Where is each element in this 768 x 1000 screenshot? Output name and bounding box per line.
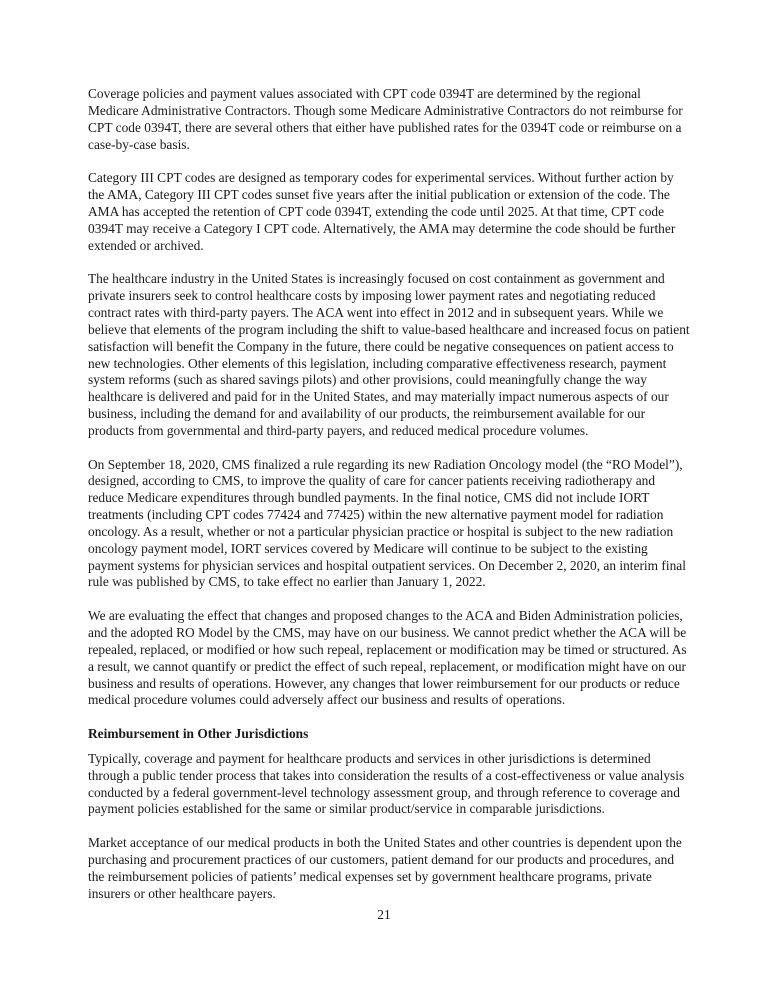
paragraph-aca-evaluation: We are evaluating the effect that changes and proposed changes to the ACA and Biden Administration policies, and the adopted RO Model by the CMS, may have on our business. We cannot predict whether the ACA will be repealed, replaced, or modified or how such repeal, replacement or modification may be timed or structured. As a result, we cannot quantify or predict the effect of such repeal, replacement, or modification might have on our business and results of operations. However, any changes that lower reimbursement for our products or reduce medical procedure volumes could adversely affect our business and results of operations. (88, 608, 687, 708)
paragraph-cpt-coverage: Coverage policies and payment values associated with CPT code 0394T are determined by the regional Medicare Administrative Contractors. Though some Medicare Administrative Contractors do not reimburse for CPT code 0394T, there are several others that either have published rates for the 0394T code or reimburse on a case-by-case basis. (88, 86, 683, 152)
paragraph-other-jurisdictions: Typically, coverage and payment for healthcare products and services in other jurisdictions is determined through a public tender process that takes into consideration the results of a cost-effectiveness or value analysis conducted by a federal government-level technology assessment group, and through reference to coverage and payment policies established for the same or similar product/service in comparable jurisdictions. (88, 750, 685, 817)
document-page (88, 86, 692, 919)
page-number: 21 (377, 907, 391, 922)
paragraph-market-acceptance: Market acceptance of our medical products in both the United States and other countries is dependent upon the purchasing and procurement practices of our customers, patient demand for our products and procedures, and the reimbursement policies of patients’ medical expenses set by government healthcare programs, private insurers or other healthcare payers. (88, 835, 682, 901)
paragraph-cost-containment: The healthcare industry in the United States is increasingly focused on cost containment as government and private insurers seek to control healthcare costs by imposing lower payment rates and negotiating reduced contract rates with third-party payers. The ACA went into effect in 2012 and in subsequent years. While we believe that elements of the program including the shift to value-based healthcare and increased focus on patient satisfaction will benefit the Company in the future, there could be negative consequences on patient access to new technologies. Other elements of this legislation, including comparative effectiveness research, payment system reforms (such as shared savings pilots) and other provisions, could meaningfully change the way healthcare is delivered and paid for in the United States, and may materially impact numerous aspects of our business, including the demand for and availability of our products, the reimbursement available for our products from governmental and third-party payers, and reduced medical procedure volumes. (88, 271, 690, 438)
section-heading: Reimbursement in Other Jurisdictions (88, 726, 309, 742)
paragraph-ro-model: On September 18, 2020, CMS finalized a rule regarding its new Radiation Oncology model (the “RO Model”), designed, according to CMS, to improve the quality of care for cancer patients receiving radiotherapy and reduce Medicare expenditures through bundled payments. In the final notice, CMS did not include IORT treatments (including CPT codes 77424 and 77425) within the new alternative payment model for radiation oncology. As a result, whether or not a particular physician practice or hospital is subject to the new radiation oncology payment model, IORT services covered by Medicare will continue to be subject to the existing payment systems for physician services and hospital outpatient services. On December 2, 2020, an interim final rule was published by CMS, to take effect no earlier than January 1, 2022. (88, 456, 686, 590)
paragraph-category-iii: Category III CPT codes are designed as temporary codes for experimental services. Without further action by the AMA, Category III CPT codes sunset five years after the initial publication or extension of the code. The AMA has accepted the retention of CPT code 0394T, extending the code until 2025. At that time, CPT code 0394T may receive a Category I CPT code. Alternatively, the AMA may determine the code should be further extended or archived. (88, 170, 676, 253)
